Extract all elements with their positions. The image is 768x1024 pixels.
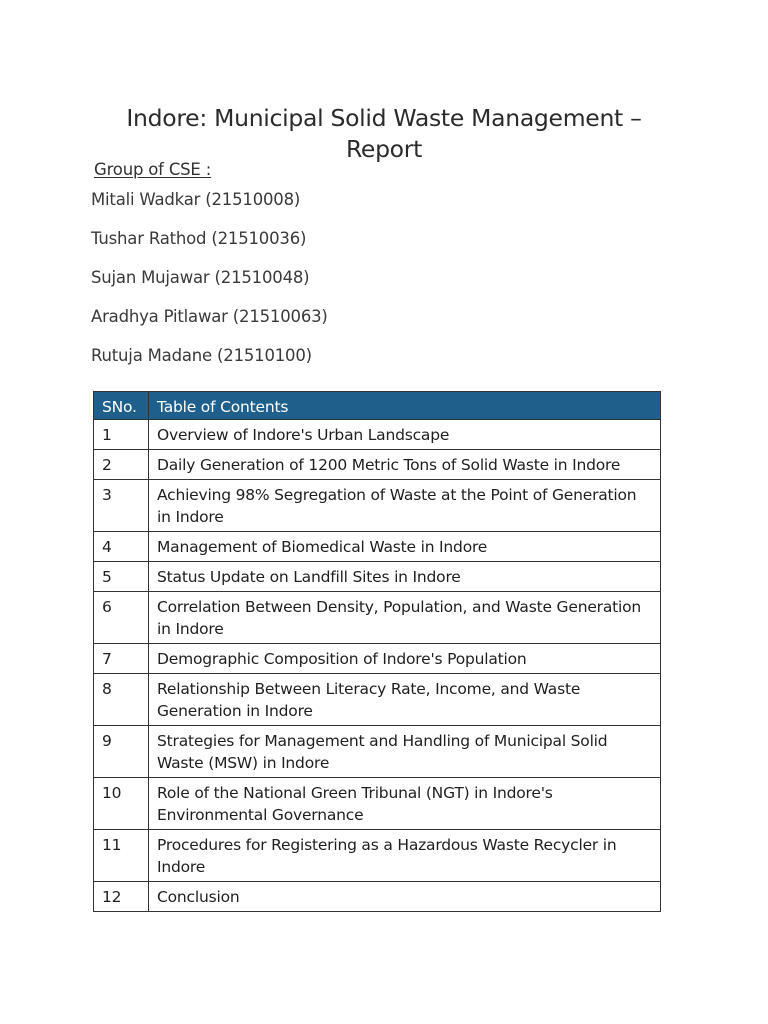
member-item: Tushar Rathod (21510036) <box>91 229 307 248</box>
toc-sno: 4 <box>94 532 149 562</box>
toc-sno: 5 <box>94 562 149 592</box>
document-title-line-2: Report <box>345 134 423 163</box>
member-item: Mitali Wadkar (21510008) <box>91 190 301 209</box>
toc-sno: 8 <box>94 674 149 726</box>
table-row <box>94 532 661 562</box>
toc-title: Conclusion <box>149 882 661 912</box>
table-row <box>94 420 661 450</box>
table-row <box>94 480 661 532</box>
toc-sno: 1 <box>94 420 149 450</box>
toc-sno: 10 <box>94 778 149 830</box>
member-item: Aradhya Pitlawar (21510063) <box>91 307 328 326</box>
toc-sno: 7 <box>94 644 149 674</box>
member-item: Sujan Mujawar (21510048) <box>91 268 310 287</box>
document-title-line-1: Indore: Municipal Solid Waste Management – <box>126 103 642 132</box>
toc-title: Management of Biomedical Waste in Indore <box>149 532 661 562</box>
toc-header-title: Table of Contents <box>149 392 661 420</box>
toc-title: Strategies for Management and Handling of Municipal Solid Waste (MSW) in Indore <box>149 726 661 778</box>
table-row <box>94 882 661 912</box>
table-row <box>94 592 661 644</box>
table-of-contents <box>93 391 661 912</box>
table-row <box>94 778 661 830</box>
toc-title: Daily Generation of 1200 Metric Tons of Solid Waste in Indore <box>149 450 661 480</box>
table-row <box>94 674 661 726</box>
toc-title: Overview of Indore's Urban Landscape <box>149 420 661 450</box>
toc-title: Role of the National Green Tribunal (NGT) in Indore's Environmental Governance <box>149 778 661 830</box>
toc-header <box>94 392 661 420</box>
table-row <box>94 726 661 778</box>
toc-sno: 3 <box>94 480 149 532</box>
toc-sno: 12 <box>94 882 149 912</box>
toc-header-sno: SNo. <box>94 392 149 420</box>
toc-sno: 9 <box>94 726 149 778</box>
group-heading: Group of CSE : <box>94 160 212 179</box>
toc-header-row <box>94 392 661 420</box>
toc-title: Correlation Between Density, Population, and Waste Generation in Indore <box>149 592 661 644</box>
toc-title: Relationship Between Literacy Rate, Income, and Waste Generation in Indore <box>149 674 661 726</box>
member-item: Rutuja Madane (21510100) <box>91 346 312 365</box>
toc-title: Achieving 98% Segregation of Waste at the Point of Generation in Indore <box>149 480 661 532</box>
table-row <box>94 830 661 882</box>
table-row <box>94 450 661 480</box>
document-title <box>0 103 768 165</box>
toc-title: Procedures for Registering as a Hazardous Waste Recycler in Indore <box>149 830 661 882</box>
toc-sno: 6 <box>94 592 149 644</box>
toc-sno: 11 <box>94 830 149 882</box>
member-list <box>91 189 328 384</box>
toc-title: Demographic Composition of Indore's Population <box>149 644 661 674</box>
table-row <box>94 644 661 674</box>
toc-sno: 2 <box>94 450 149 480</box>
toc-title: Status Update on Landfill Sites in Indore <box>149 562 661 592</box>
toc-body <box>94 420 661 912</box>
table-row <box>94 562 661 592</box>
